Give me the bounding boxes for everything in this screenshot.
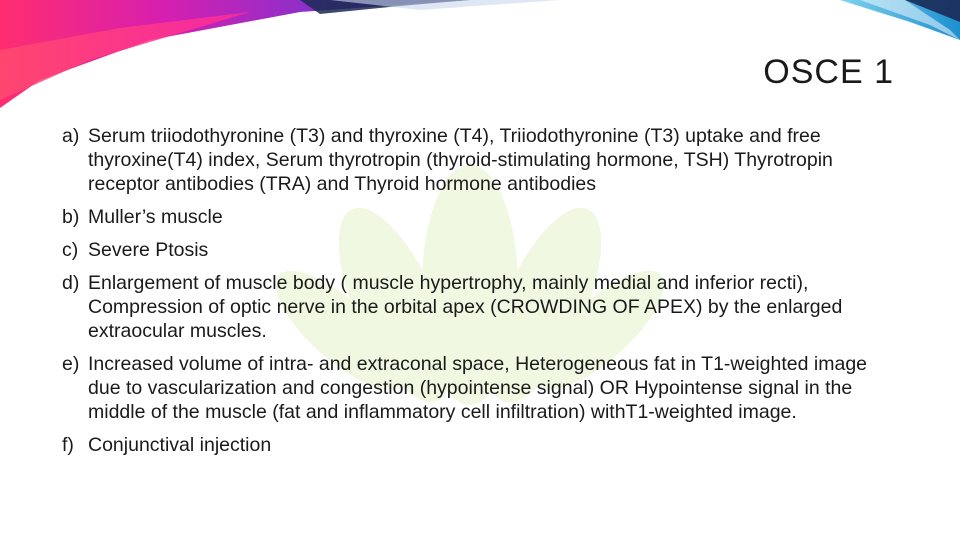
list-item-text: Enlargement of muscle body ( muscle hypertrophy, mainly medial and inferior recti), Compression of optic nerve in the orbital apex (CROWDING OF APEX) by the enlarged extraocular muscles. <box>88 272 843 342</box>
slide-title: OSCE 1 <box>763 53 894 91</box>
list-item-text: Muller’s muscle <box>88 206 223 228</box>
list-item-marker: a) <box>62 125 80 147</box>
list-item-text: Serum triiodothyronine (T3) and thyroxine (T4), Triiodothyronine (T3) uptake and free thyroxine(T4) index, Serum thyrotropin (thyroid-stimulating hormone, TSH) Thyrotropin receptor antibodies (TRA) and Thyroid hormone antibodies <box>88 125 833 195</box>
list-item <box>62 205 902 229</box>
list-item <box>62 433 902 457</box>
list-item-text: Conjunctival injection <box>88 434 272 456</box>
answer-list <box>62 124 902 466</box>
list-item-marker: f) <box>62 434 74 456</box>
list-item-marker: d) <box>62 272 80 294</box>
list-item-text: Severe Ptosis <box>88 239 209 261</box>
list-item <box>62 352 902 424</box>
list-item <box>62 124 902 196</box>
list-item <box>62 238 902 262</box>
list-item-marker: b) <box>62 206 80 228</box>
list-item-marker: e) <box>62 353 80 375</box>
list-item-marker: c) <box>62 239 79 261</box>
list-item-text: Increased volume of intra- and extraconal space, Heterogeneous fat in T1-weighted image due to vascularization and congestion (hypointense signal) OR Hypointense signal in the middle of the muscle (fat and inflammatory cell infiltration) withT1-weighted image. <box>88 353 868 423</box>
list-item <box>62 271 902 343</box>
